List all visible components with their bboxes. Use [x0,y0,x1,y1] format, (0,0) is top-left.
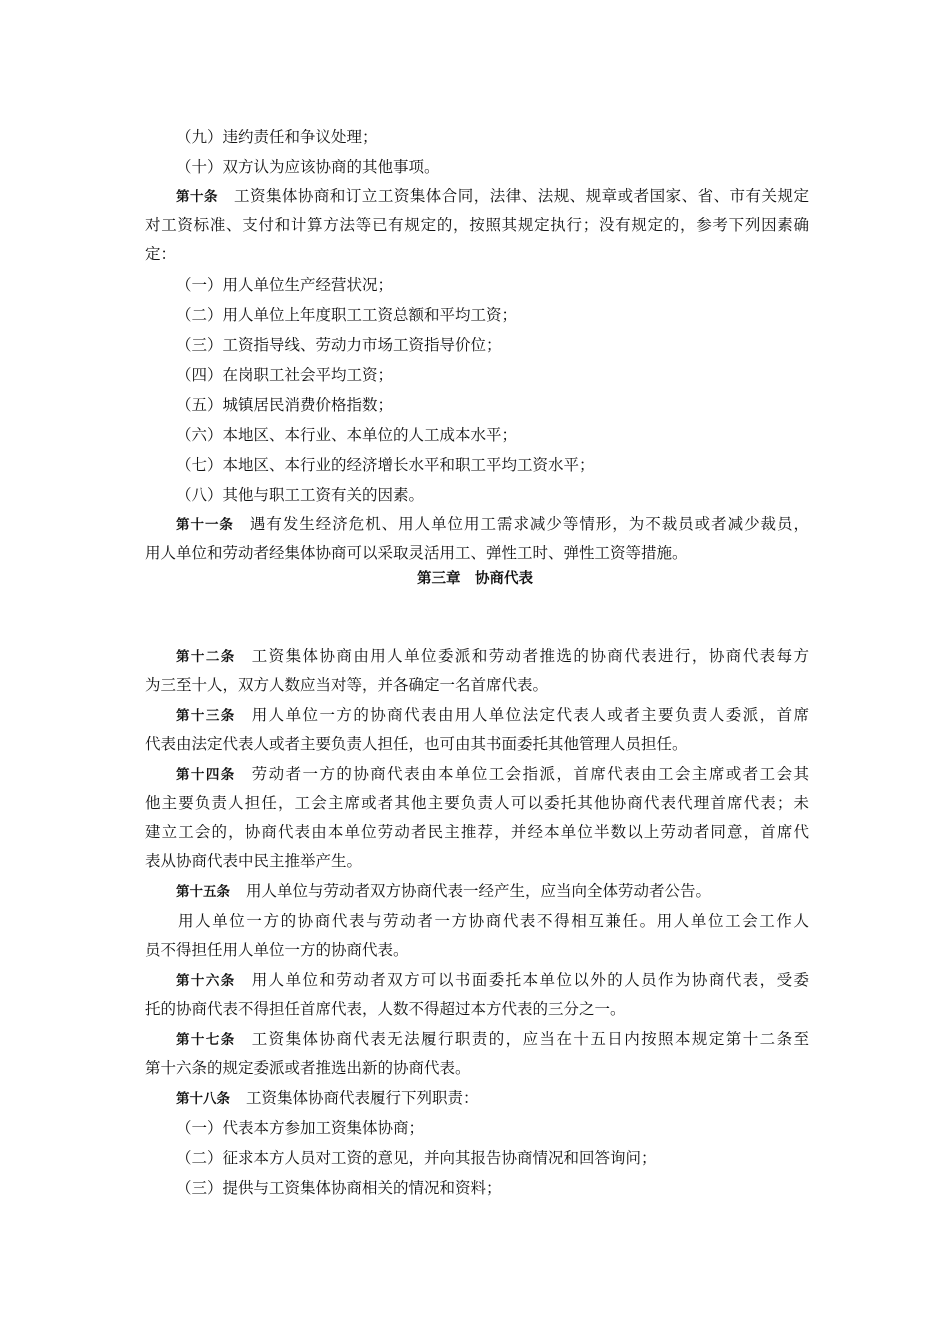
list-item: （七）本地区、本行业的经济增长水平和职工平均工资水平； [176,456,595,474]
article-17-line-2: 第十六条的规定委派或者推选出新的协商代表。 [145,1059,471,1077]
article-17-label: 第十七条 [176,1032,236,1048]
article-14-line-1: 第十四条 劳动者一方的协商代表由本单位工会指派，首席代表由工会主席或者工会其 [176,765,810,783]
list-item: （三）工资指导线、劳动力市场工资指导价位； [176,336,502,354]
article-14-line-3: 建立工会的，协商代表由本单位劳动者民主推荐，并经本单位半数以上劳动者同意，首席代 [145,823,809,841]
article-15-line-1: 第十五条 用人单位与劳动者双方协商代表一经产生，应当向全体劳动者公告。 [176,882,712,900]
list-item: （一）用人单位生产经营状况； [176,276,394,294]
article-17-line-1: 第十七条 工资集体协商代表无法履行职责的，应当在十五日内按照本规定第十二条至 [176,1030,810,1048]
list-item: （二）征求本方人员对工资的意见，并向其报告协商情况和回答询问； [176,1149,657,1167]
article-13-line-1: 第十三条 用人单位一方的协商代表由用人单位法定代表人或者主要负责人委派，首席 [176,706,810,724]
article-16-line-2: 托的协商代表不得担任首席代表，人数不得超过本方代表的三分之一。 [145,1000,626,1018]
list-item: （九）违约责任和争议处理； [176,128,378,146]
list-item: （十）双方认为应该协商的其他事项。 [176,158,440,176]
article-11-line-1: 第十一条 遇有发生经济危机、用人单位用工需求减少等情形，为不裁员或者减少裁员， [176,515,809,533]
article-13-line-2: 代表由法定代表人或者主要负责人担任，也可由其书面委托其他管理人员担任。 [145,735,688,753]
article-12-label: 第十二条 [176,649,236,665]
list-item: （六）本地区、本行业、本单位的人工成本水平； [176,426,518,444]
article-10-line-3: 定： [145,245,177,263]
article-10-line-2: 对工资标准、支付和计算方法等已有规定的，按照其规定执行；没有规定的，参考下列因素确 [145,216,809,234]
article-18-label: 第十八条 [176,1091,230,1107]
article-13-label: 第十三条 [176,708,236,724]
article-18-line-1: 第十八条 工资集体协商代表履行下列职责： [176,1089,479,1107]
article-11-line-2: 用人单位和劳动者经集体协商可以采取灵活用工、弹性工时、弹性工资等措施。 [145,544,688,562]
article-16-line-1: 第十六条 用人单位和劳动者双方可以书面委托本单位以外的人员作为协商代表，受委 [176,971,810,989]
article-16-label: 第十六条 [176,973,236,989]
list-item: （三）提供与工资集体协商相关的情况和资料； [176,1179,502,1197]
article-14-line-4: 表从协商代表中民主推举产生。 [145,852,363,870]
article-10-line-1: 第十条 工资集体协商和订立工资集体合同，法律、法规、规章或者国家、省、市有关规定 [176,187,809,205]
article-12-line-2: 为三至十人，双方人数应当对等，并各确定一名首席代表。 [145,676,549,694]
article-15-para-2-line-1: 用人单位一方的协商代表与劳动者一方协商代表不得相互兼任。用人单位工会工作人 [178,912,809,930]
article-14-line-2: 他主要负责人担任，工会主席或者其他主要负责人可以委托其他协商代表代理首席代表；未 [145,794,809,812]
chapter-heading: 第三章 协商代表 [417,571,533,587]
article-14-label: 第十四条 [176,767,236,783]
list-item: （二）用人单位上年度职工工资总额和平均工资； [176,306,518,324]
list-item: （一）代表本方参加工资集体协商； [176,1119,425,1137]
article-15-label: 第十五条 [176,884,230,900]
article-10-label: 第十条 [176,189,218,205]
list-item: （五）城镇居民消费价格指数； [176,396,394,414]
list-item: （四）在岗职工社会平均工资； [176,366,394,384]
article-15-para-2-line-2: 员不得担任用人单位一方的协商代表。 [145,941,409,959]
article-12-line-1: 第十二条 工资集体协商由用人单位委派和劳动者推选的协商代表进行，协商代表每方 [176,647,810,665]
article-11-label: 第十一条 [176,517,234,533]
list-item: （八）其他与职工工资有关的因素。 [176,486,425,504]
